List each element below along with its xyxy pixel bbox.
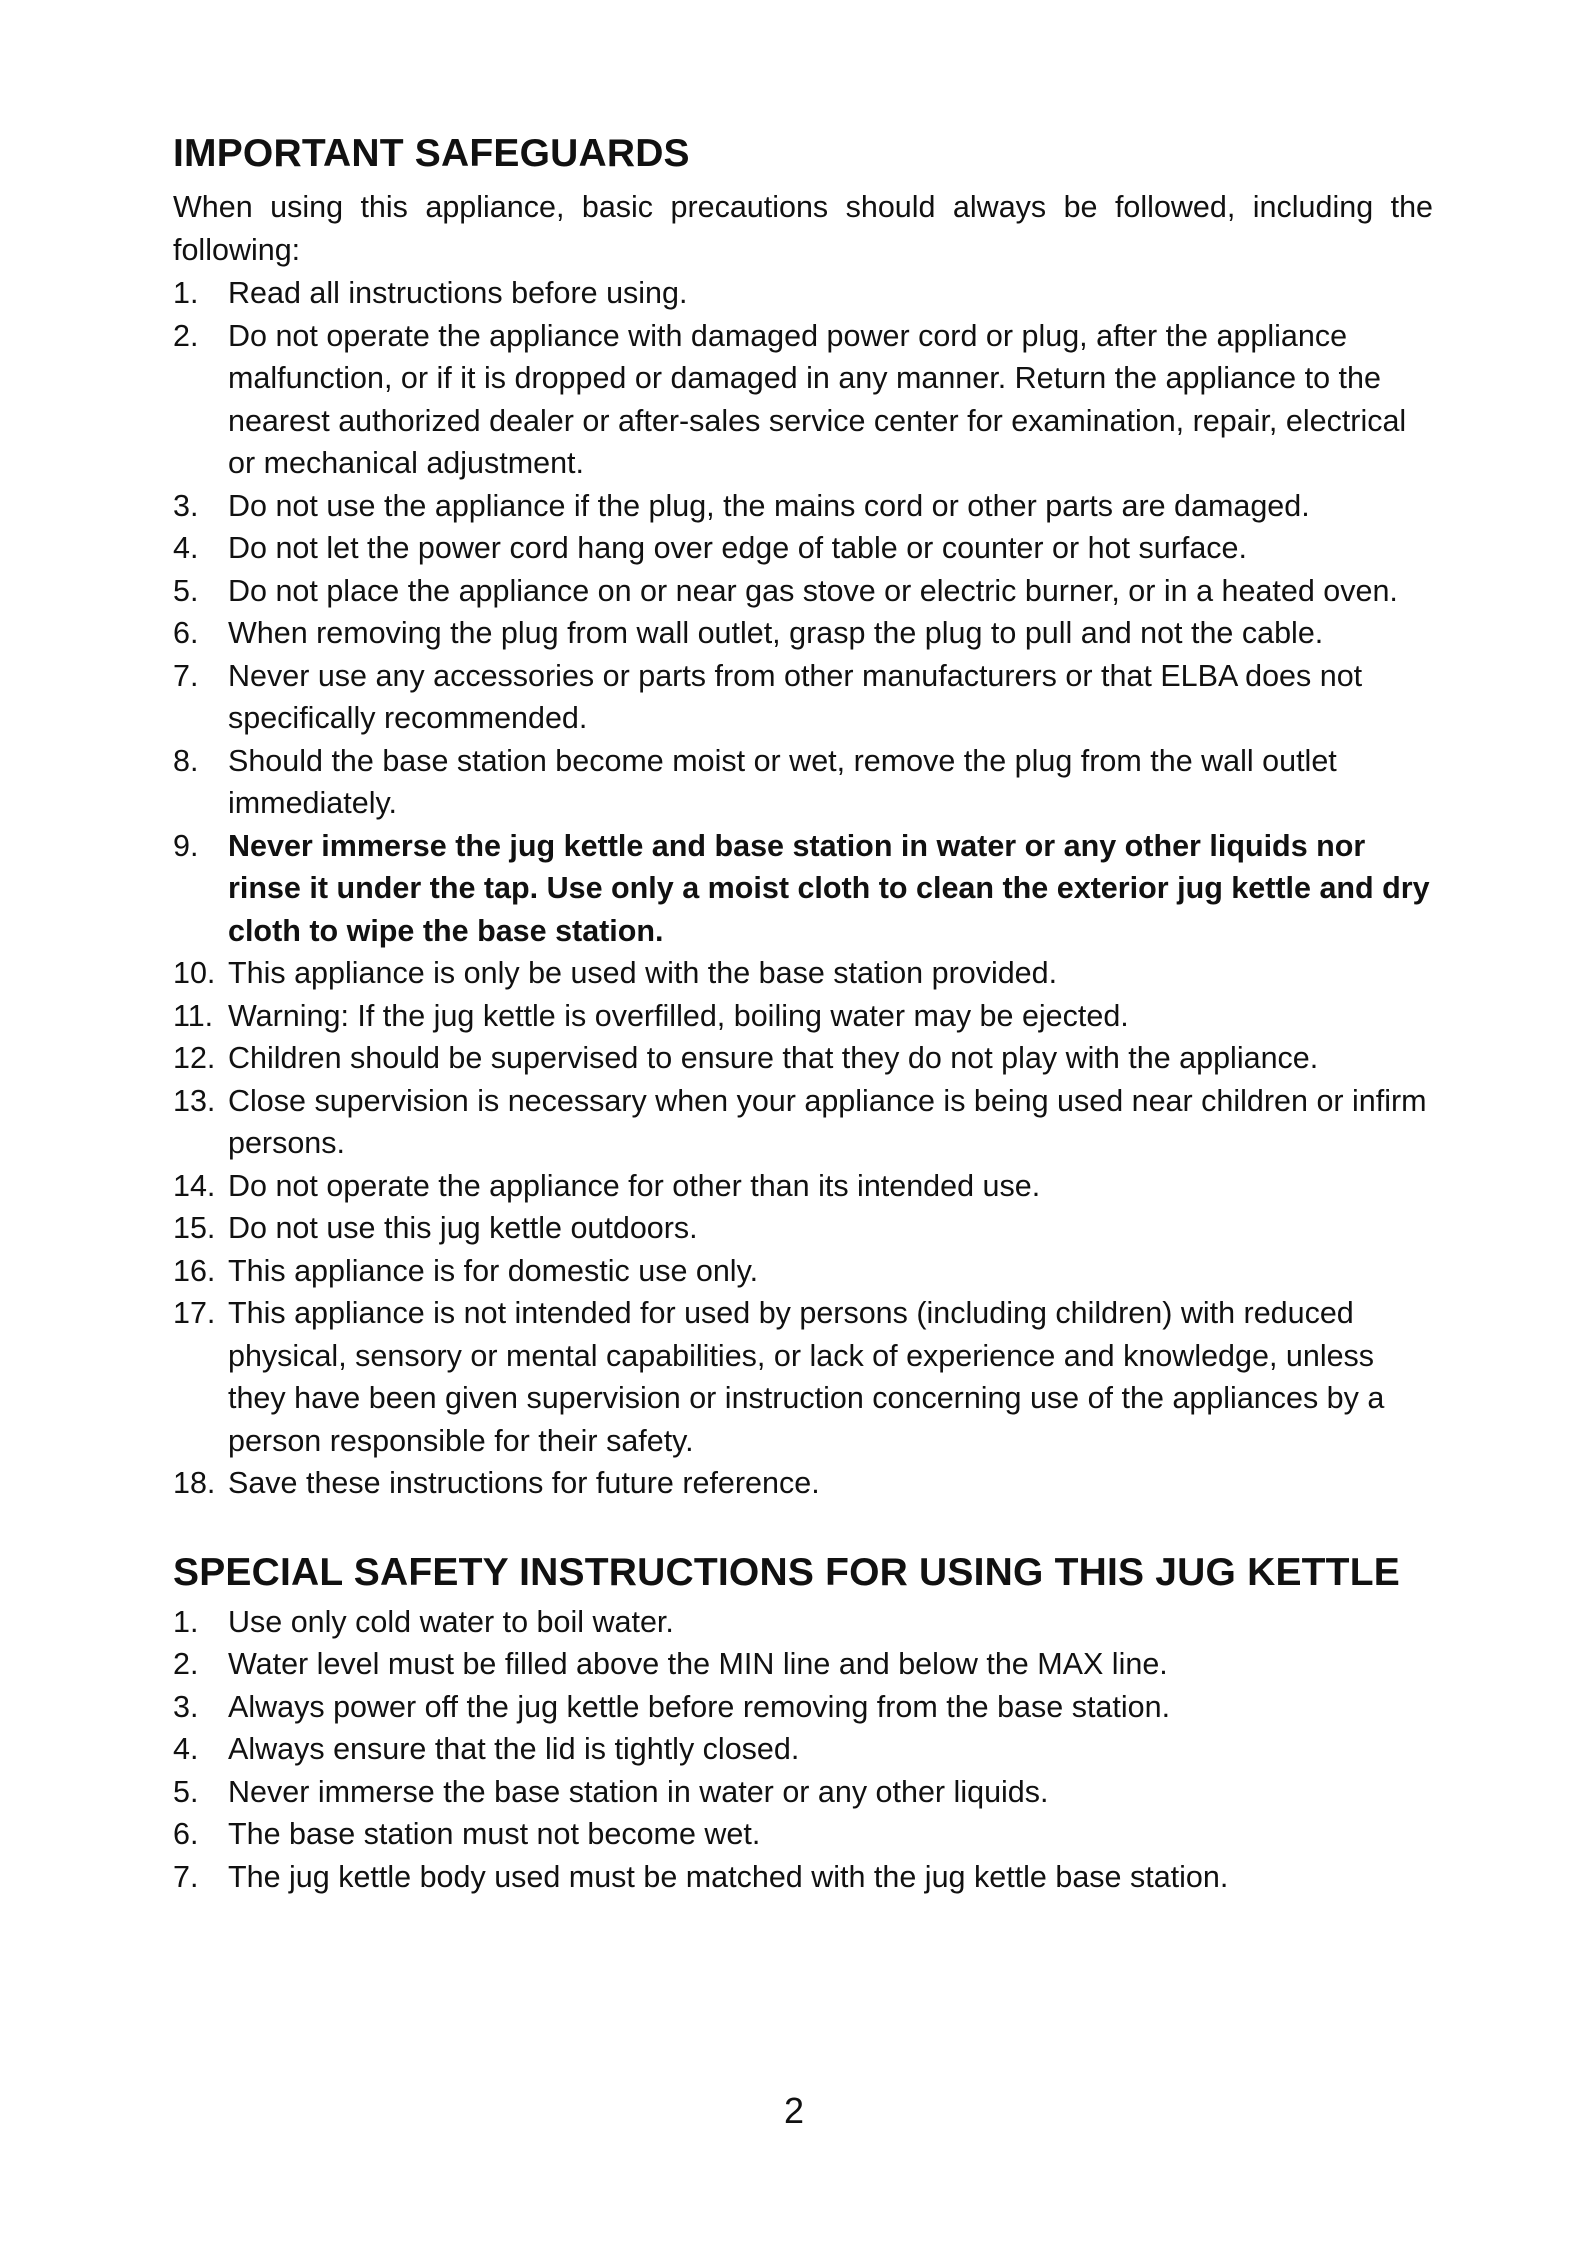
list-item-number: 7. (173, 1859, 199, 1894)
list-item (173, 1250, 1433, 1293)
special-safety-section (173, 1551, 1433, 1899)
list-item (173, 952, 1433, 995)
list-item-number: 18. (173, 1466, 216, 1500)
list-item-number: 6. (173, 616, 199, 650)
list-item-text: Save these instructions for future reference. (228, 1466, 820, 1500)
list-item-text: Do not operate the appliance for other than its intended use. (228, 1168, 1041, 1203)
list-item (173, 995, 1433, 1038)
list-item-text: Do not let the power cord hang over edge of table or counter or hot surface. (228, 531, 1247, 565)
list-item-text: Should the base station become moist or wet, remove the plug from the wall outlet immediately. (228, 743, 1337, 820)
list-item-number: 8. (173, 743, 199, 778)
list-item-number: 1. (173, 276, 199, 310)
list-item-text: Do not place the appliance on or near gas stove or electric burner, or in a heated oven. (228, 573, 1398, 608)
list-item-number: 3. (173, 1689, 199, 1724)
list-item-number: 12. (173, 1041, 216, 1075)
list-item-number: 14. (173, 1168, 216, 1203)
list-item-text: Do not use this jug kettle outdoors. (228, 1211, 698, 1245)
list-item-number: 6. (173, 1817, 199, 1851)
list-item-text: Use only cold water to boil water. (228, 1604, 674, 1639)
list-item-text: Never use any accessories or parts from other manufacturers or that ELBA does not specifically recommended. (228, 658, 1363, 735)
list-item-text: The jug kettle body used must be matched with the jug kettle base station. (228, 1859, 1229, 1894)
list-item-text: Water level must be filled above the MIN line and below the MAX line. (228, 1647, 1168, 1681)
document-page (173, 132, 1433, 1898)
list-item (173, 1462, 1433, 1505)
list-item-number: 1. (173, 1604, 199, 1639)
list-item-number: 17. (173, 1296, 216, 1330)
special-safety-list (173, 1601, 1433, 1899)
list-item-number: 2. (173, 1647, 199, 1681)
list-item (173, 527, 1433, 570)
list-item (173, 272, 1433, 315)
list-item-number: 5. (173, 573, 199, 608)
list-item-text: Read all instructions before using. (228, 276, 688, 310)
list-item (173, 1292, 1433, 1462)
list-item (173, 612, 1433, 655)
safeguards-list (173, 272, 1433, 1505)
list-item (173, 315, 1433, 485)
list-item-text: Children should be supervised to ensure that they do not play with the appliance. (228, 1041, 1319, 1075)
list-item-text: This appliance is only be used with the base station provided. (228, 956, 1058, 990)
list-item-text: The base station must not become wet. (228, 1817, 761, 1851)
list-item-number: 9. (173, 828, 199, 863)
list-item (173, 1643, 1433, 1686)
list-item-text: Do not use the appliance if the plug, the mains cord or other parts are damaged. (228, 488, 1310, 523)
list-item (173, 825, 1433, 953)
list-item-number: 13. (173, 1083, 216, 1118)
list-item (173, 655, 1433, 740)
important-safeguards-section (173, 132, 1433, 1505)
list-item-text: Never immerse the base station in water or any other liquids. (228, 1774, 1049, 1809)
list-item-number: 3. (173, 488, 199, 523)
list-item-number: 16. (173, 1253, 216, 1288)
section-title-important-safeguards: IMPORTANT SAFEGUARDS (173, 132, 690, 175)
list-item (173, 1601, 1433, 1644)
intro-paragraph: When using this appliance, basic precautions should always be followed, including the following: (173, 190, 1433, 267)
list-item (173, 1037, 1433, 1080)
list-item-number: 10. (173, 956, 216, 990)
list-item-text: Do not operate the appliance with damaged power cord or plug, after the appliance malfunction, or if it is dropped or damaged in any manner. Return the appliance to the nearest authorized dealer or after-sales service center for examination, repair, electrical or mechanical adjustment. (228, 318, 1407, 480)
list-item-text: Close supervision is necessary when your appliance is being used near children or infirm persons. (228, 1083, 1427, 1160)
list-item (173, 1728, 1433, 1771)
list-item (173, 740, 1433, 825)
list-item (173, 570, 1433, 613)
list-item-number: 4. (173, 1732, 199, 1766)
list-item (173, 1207, 1433, 1250)
section-title-special-safety: SPECIAL SAFETY INSTRUCTIONS FOR USING THIS JUG KETTLE (173, 1550, 1400, 1594)
list-item-text: This appliance is for domestic use only. (228, 1253, 759, 1288)
list-item-number: 11. (173, 998, 214, 1033)
list-item-text: Never immerse the jug kettle and base station in water or any other liquids nor rinse it under the tap. Use only a moist cloth to clean the exterior jug kettle and dry cloth to wipe the base station. (228, 828, 1430, 948)
list-item (173, 1856, 1433, 1899)
list-item-number: 15. (173, 1211, 216, 1245)
list-item-number: 4. (173, 531, 199, 565)
page-number: 2 (783, 2090, 805, 2131)
list-item (173, 485, 1433, 528)
list-item (173, 1686, 1433, 1729)
list-item-text: Warning: If the jug kettle is overfilled, boiling water may be ejected. (228, 998, 1129, 1033)
list-item-text: When removing the plug from wall outlet, grasp the plug to pull and not the cable. (228, 616, 1324, 650)
list-item-number: 7. (173, 658, 199, 693)
list-item-number: 2. (173, 318, 199, 353)
list-item-number: 5. (173, 1774, 199, 1809)
list-item (173, 1813, 1433, 1856)
list-item (173, 1080, 1433, 1165)
list-item-text: This appliance is not intended for used by persons (including children) with reduced physical, sensory or mental capabilities, or lack of experience and knowledge, unless they have been given supervision or instruction concerning use of the appliances by a person responsible for their safety. (228, 1296, 1385, 1458)
list-item-text: Always ensure that the lid is tightly closed. (228, 1732, 800, 1766)
list-item-text: Always power off the jug kettle before removing from the base station. (228, 1689, 1171, 1724)
list-item (173, 1165, 1433, 1208)
list-item (173, 1771, 1433, 1814)
